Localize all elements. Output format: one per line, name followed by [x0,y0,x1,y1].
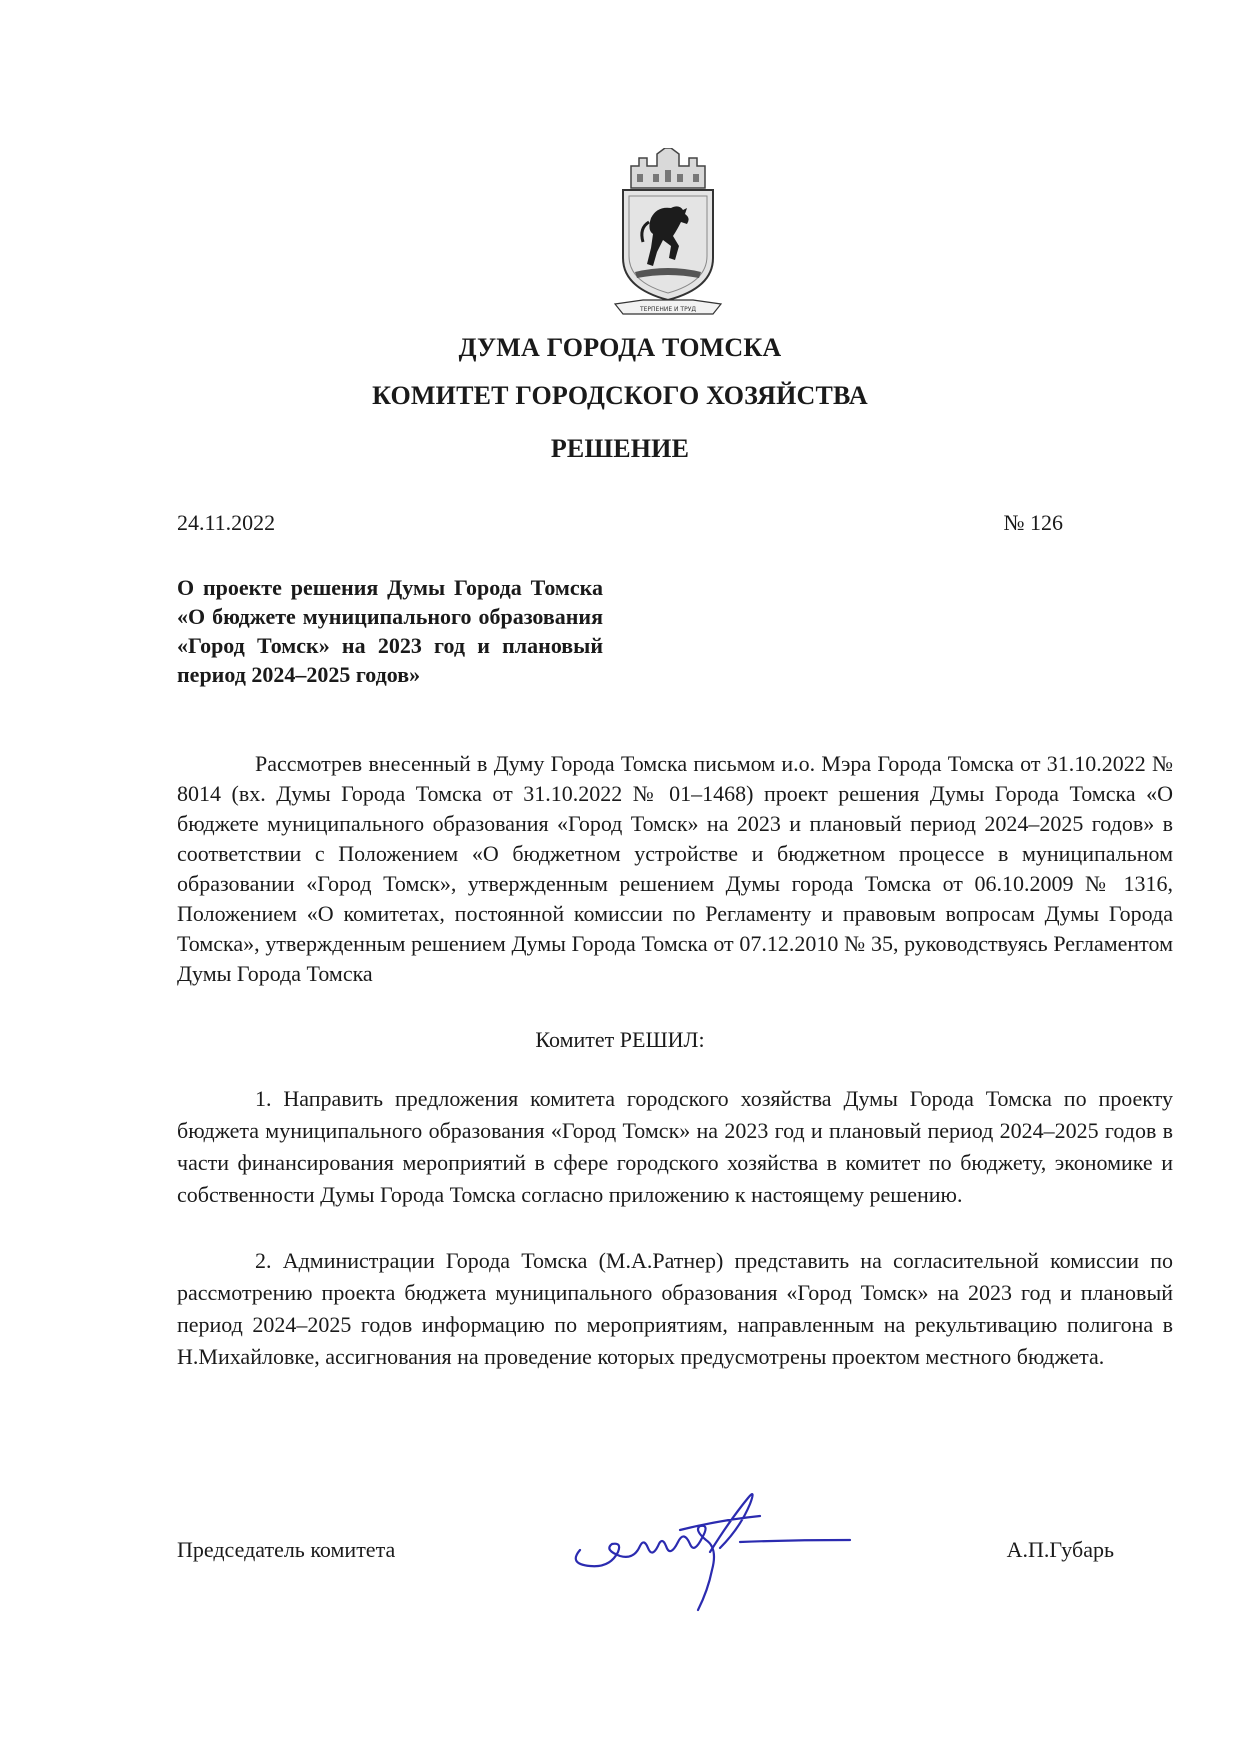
decision-item-2-text: 2. Администрации Города Томска (М.А.Ратнер) представить на согласительной комиссии по рассмотрению проекта бюджета муниципального образования «Город Томск» на 2023 год и плановый период 2024–2025 годов информацию по мероприятиям, направленным на рекультивацию полигона в Н.Михайловке, ассигнования на проведение которых предусмотрены проектом местного бюджета. [177,1248,1173,1369]
organization-title: ДУМА ГОРОДА ТОМСКА [458,333,782,362]
emblem-motto: ТЕРПЕНИЕ И ТРУД [639,306,697,313]
signatory-position: Председатель комитета [177,1537,396,1562]
decision-item-1 [177,1083,1173,1211]
document-subject: О проекте решения Думы Города Томска «О бюджете муниципального образования «Город Томск» на 2023 год и плановый период 2024–2025 годов» [177,575,603,687]
document-number: № 126 [1003,510,1063,535]
signatory-name: А.П.Губарь [1006,1537,1114,1562]
intro-text: Рассмотрев внесенный в Думу Города Томска письмом и.о. Мэра Города Томска от 31.10.2022 № 8014 (вх. Думы Города Томска от 31.10.2022 № 01–1468) проект решения Думы Города Томска «О бюджете муниципального образования «Город Томск» на 2023 и плановый период 2024–2025 годов» в соответствии с Положением «О бюджетном устройстве и бюджетном процессе в муниципальном образовании «Город Томск», утвержденным решением Думы города Томска от 06.10.2009 № 1316, Положением «О комитетах, постоянной комиссии по Регламенту и правовым вопросам Думы Города Томска», утвержденным решением Думы Города Томска от 07.12.2010 № 35, руководствуясь Регламентом Думы Города Томска [177,751,1173,986]
committee-title: КОМИТЕТ ГОРОДСКОГО ХОЗЯЙСТВА [372,381,868,410]
decision-heading: Комитет РЕШИЛ: [535,1027,705,1052]
intro-paragraph [177,749,1173,989]
document-date: 24.11.2022 [177,510,276,535]
decision-item-1-text: 1. Направить предложения комитета городского хозяйства Думы Города Томска по проекту бюджета муниципального образования «Город Томск» на 2023 год и плановый период 2024–2025 годов в части финансирования мероприятий в сфере городского хозяйства в комитет по бюджету, экономике и собственности Думы Города Томска согласно приложению к настоящему решению. [177,1086,1173,1207]
decision-item-2 [177,1245,1173,1373]
document-type: РЕШЕНИЕ [550,434,690,463]
tomsk-coat-of-arms-icon [613,148,723,318]
handwritten-signature [560,1480,860,1620]
